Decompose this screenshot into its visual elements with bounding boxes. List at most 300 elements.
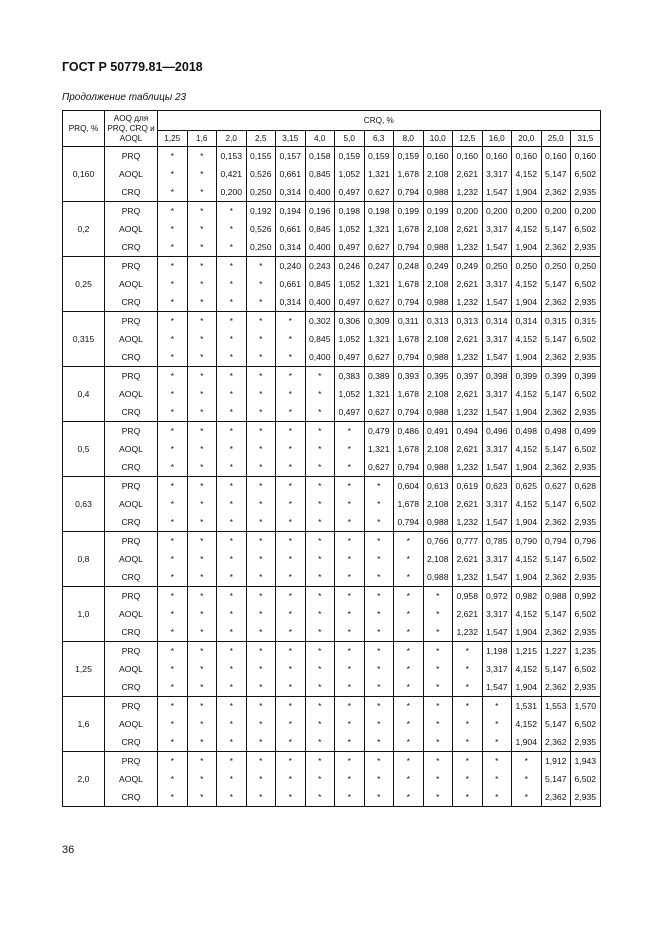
value-cell: *: [158, 403, 188, 422]
value-cell: 5,147: [541, 220, 571, 238]
value-cell: *: [364, 623, 394, 642]
table-row: [63, 513, 601, 532]
value-cell: 0,397: [453, 367, 483, 386]
value-cell: 0,192: [246, 202, 276, 221]
value-cell: *: [246, 275, 276, 293]
row-label-cell: AOQL: [105, 770, 158, 788]
value-cell: 2,621: [453, 495, 483, 513]
value-cell: *: [246, 477, 276, 496]
row-label-cell: AOQL: [105, 495, 158, 513]
value-cell: 1,232: [453, 568, 483, 587]
value-cell: *: [246, 733, 276, 752]
value-cell: 2,621: [453, 275, 483, 293]
value-cell: 3,317: [482, 165, 512, 183]
row-label-cell: CRQ: [105, 238, 158, 257]
value-cell: *: [217, 275, 247, 293]
table-row: [63, 587, 601, 606]
value-cell: 2,935: [571, 788, 601, 807]
value-cell: 0,250: [541, 257, 571, 276]
value-cell: 2,108: [423, 550, 453, 568]
value-cell: *: [217, 238, 247, 257]
value-cell: 3,317: [482, 660, 512, 678]
page-number: 36: [62, 844, 75, 856]
value-cell: *: [364, 770, 394, 788]
value-cell: *: [158, 532, 188, 551]
value-cell: *: [305, 605, 335, 623]
table-row: [63, 165, 601, 183]
table-row: [63, 348, 601, 367]
crq-column-header: 8,0: [394, 131, 424, 147]
value-cell: *: [276, 385, 306, 403]
value-cell: *: [453, 788, 483, 807]
value-cell: 0,794: [394, 348, 424, 367]
value-cell: 0,479: [364, 422, 394, 441]
value-cell: 0,313: [423, 312, 453, 331]
value-cell: *: [276, 532, 306, 551]
value-cell: *: [423, 697, 453, 716]
value-cell: *: [158, 257, 188, 276]
value-cell: *: [217, 733, 247, 752]
value-cell: 0,240: [276, 257, 306, 276]
value-cell: 5,147: [541, 275, 571, 293]
value-cell: 2,108: [423, 330, 453, 348]
value-cell: 0,777: [453, 532, 483, 551]
value-cell: 1,904: [512, 513, 542, 532]
crq-header: CRQ, %: [158, 111, 601, 131]
value-cell: *: [217, 660, 247, 678]
value-cell: *: [276, 550, 306, 568]
prq-value-cell: 0,5: [63, 422, 105, 477]
value-cell: 4,152: [512, 715, 542, 733]
value-cell: *: [335, 532, 365, 551]
row-label-cell: CRQ: [105, 458, 158, 477]
row-label-cell: PRQ: [105, 257, 158, 276]
value-cell: *: [335, 513, 365, 532]
value-cell: 0,794: [394, 293, 424, 312]
table-row: [63, 422, 601, 441]
row-label-cell: CRQ: [105, 403, 158, 422]
crq-column-header: 2,5: [246, 131, 276, 147]
value-cell: 0,794: [394, 513, 424, 532]
value-cell: *: [276, 770, 306, 788]
value-cell: *: [482, 697, 512, 716]
value-cell: 1,547: [482, 183, 512, 202]
value-cell: *: [217, 568, 247, 587]
value-cell: *: [364, 532, 394, 551]
value-cell: *: [364, 513, 394, 532]
row-label-cell: CRQ: [105, 568, 158, 587]
value-cell: *: [217, 293, 247, 312]
value-cell: *: [246, 312, 276, 331]
row-label-cell: AOQL: [105, 220, 158, 238]
value-cell: *: [217, 330, 247, 348]
value-cell: 0,845: [305, 220, 335, 238]
value-cell: *: [217, 513, 247, 532]
value-cell: *: [482, 788, 512, 807]
value-cell: *: [276, 513, 306, 532]
value-cell: *: [364, 605, 394, 623]
value-cell: 1,904: [512, 238, 542, 257]
value-cell: *: [512, 752, 542, 771]
value-cell: *: [276, 440, 306, 458]
prq-value-cell: 0,160: [63, 147, 105, 202]
value-cell: *: [187, 183, 217, 202]
value-cell: 0,494: [453, 422, 483, 441]
value-cell: *: [158, 513, 188, 532]
value-cell: 0,845: [305, 275, 335, 293]
value-cell: *: [158, 550, 188, 568]
row-label-cell: CRQ: [105, 788, 158, 807]
table-row: [63, 623, 601, 642]
value-cell: *: [158, 220, 188, 238]
value-cell: 2,362: [541, 678, 571, 697]
value-cell: *: [276, 568, 306, 587]
value-cell: *: [187, 770, 217, 788]
value-cell: 0,661: [276, 275, 306, 293]
value-cell: 5,147: [541, 440, 571, 458]
value-cell: 1,052: [335, 330, 365, 348]
crq-column-header: 25,0: [541, 131, 571, 147]
value-cell: *: [158, 495, 188, 513]
value-cell: *: [187, 715, 217, 733]
document-header: ГОСТ Р 50779.81—2018: [62, 60, 203, 74]
value-cell: 2,362: [541, 513, 571, 532]
value-cell: 0,314: [512, 312, 542, 331]
value-cell: 2,362: [541, 733, 571, 752]
value-cell: *: [394, 715, 424, 733]
value-cell: *: [246, 257, 276, 276]
value-cell: 0,988: [423, 568, 453, 587]
value-cell: 1,232: [453, 403, 483, 422]
value-cell: *: [217, 532, 247, 551]
value-cell: *: [158, 678, 188, 697]
value-cell: *: [246, 403, 276, 422]
value-cell: 0,794: [394, 403, 424, 422]
value-cell: *: [217, 715, 247, 733]
value-cell: 6,502: [571, 440, 601, 458]
row-label-cell: CRQ: [105, 348, 158, 367]
value-cell: 2,362: [541, 238, 571, 257]
data-table: [62, 110, 601, 807]
value-cell: 5,147: [541, 495, 571, 513]
value-cell: *: [187, 660, 217, 678]
value-cell: 1,570: [571, 697, 601, 716]
value-cell: *: [394, 532, 424, 551]
value-cell: *: [276, 348, 306, 367]
aoq-header: AOQ для PRQ, CRQ и AOQL: [105, 111, 158, 147]
value-cell: 4,152: [512, 275, 542, 293]
value-cell: 0,250: [246, 183, 276, 202]
value-cell: *: [246, 293, 276, 312]
value-cell: *: [453, 660, 483, 678]
value-cell: *: [187, 568, 217, 587]
value-cell: *: [305, 422, 335, 441]
value-cell: 6,502: [571, 715, 601, 733]
value-cell: 5,147: [541, 550, 571, 568]
prq-value-cell: 0,315: [63, 312, 105, 367]
value-cell: *: [335, 678, 365, 697]
value-cell: *: [335, 642, 365, 661]
table-row: [63, 477, 601, 496]
value-cell: *: [482, 770, 512, 788]
value-cell: 1,547: [482, 403, 512, 422]
value-cell: 2,621: [453, 165, 483, 183]
value-cell: *: [305, 458, 335, 477]
value-cell: *: [158, 623, 188, 642]
value-cell: 2,362: [541, 623, 571, 642]
table-row: [63, 788, 601, 807]
value-cell: *: [158, 348, 188, 367]
value-cell: 3,317: [482, 330, 512, 348]
value-cell: 1,215: [512, 642, 542, 661]
value-cell: 4,152: [512, 605, 542, 623]
value-cell: 1,232: [453, 623, 483, 642]
table-row: [63, 678, 601, 697]
value-cell: *: [364, 660, 394, 678]
value-cell: *: [276, 422, 306, 441]
value-cell: 2,621: [453, 220, 483, 238]
value-cell: 0,399: [571, 367, 601, 386]
value-cell: *: [187, 733, 217, 752]
value-cell: 2,621: [453, 605, 483, 623]
value-cell: 0,160: [423, 147, 453, 166]
prq-value-cell: 0,4: [63, 367, 105, 422]
value-cell: 2,935: [571, 458, 601, 477]
value-cell: *: [217, 367, 247, 386]
value-cell: *: [187, 752, 217, 771]
value-cell: 0,497: [335, 403, 365, 422]
prq-value-cell: 1,0: [63, 587, 105, 642]
value-cell: 0,845: [305, 165, 335, 183]
value-cell: *: [246, 495, 276, 513]
value-cell: *: [335, 715, 365, 733]
value-cell: 0,314: [276, 293, 306, 312]
value-cell: *: [423, 587, 453, 606]
value-cell: 0,499: [571, 422, 601, 441]
row-label-cell: PRQ: [105, 642, 158, 661]
row-label-cell: AOQL: [105, 275, 158, 293]
value-cell: 0,613: [423, 477, 453, 496]
value-cell: *: [246, 788, 276, 807]
value-cell: *: [187, 532, 217, 551]
value-cell: *: [335, 733, 365, 752]
value-cell: 0,194: [276, 202, 306, 221]
crq-column-header: 31,5: [571, 131, 601, 147]
value-cell: *: [276, 788, 306, 807]
crq-column-header: 20,0: [512, 131, 542, 147]
value-cell: 0,249: [453, 257, 483, 276]
value-cell: *: [246, 623, 276, 642]
value-cell: *: [335, 458, 365, 477]
value-cell: *: [158, 238, 188, 257]
value-cell: 1,678: [394, 385, 424, 403]
table-row: [63, 202, 601, 221]
value-cell: 6,502: [571, 165, 601, 183]
value-cell: *: [246, 385, 276, 403]
value-cell: *: [158, 202, 188, 221]
value-cell: *: [394, 678, 424, 697]
value-cell: 0,199: [423, 202, 453, 221]
prq-header: PRQ, %: [63, 111, 105, 147]
value-cell: 2,621: [453, 550, 483, 568]
table-row: [63, 293, 601, 312]
value-cell: 6,502: [571, 385, 601, 403]
value-cell: *: [246, 770, 276, 788]
value-cell: 0,153: [217, 147, 247, 166]
value-cell: 4,152: [512, 440, 542, 458]
value-cell: 0,497: [335, 348, 365, 367]
value-cell: *: [217, 623, 247, 642]
value-cell: 0,246: [335, 257, 365, 276]
value-cell: *: [364, 752, 394, 771]
value-cell: *: [246, 605, 276, 623]
table-row: [63, 568, 601, 587]
row-label-cell: AOQL: [105, 385, 158, 403]
value-cell: 0,398: [482, 367, 512, 386]
value-cell: *: [423, 623, 453, 642]
value-cell: 0,309: [364, 312, 394, 331]
value-cell: *: [335, 770, 365, 788]
table-row: [63, 257, 601, 276]
value-cell: 1,321: [364, 220, 394, 238]
value-cell: 0,399: [512, 367, 542, 386]
value-cell: 0,661: [276, 165, 306, 183]
value-cell: 1,052: [335, 385, 365, 403]
value-cell: 1,547: [482, 678, 512, 697]
value-cell: *: [423, 752, 453, 771]
value-cell: 2,935: [571, 678, 601, 697]
value-cell: *: [217, 587, 247, 606]
value-cell: *: [158, 477, 188, 496]
value-cell: *: [187, 587, 217, 606]
value-cell: 0,497: [335, 183, 365, 202]
value-cell: *: [217, 752, 247, 771]
value-cell: *: [246, 422, 276, 441]
value-cell: 3,317: [482, 220, 512, 238]
value-cell: *: [453, 770, 483, 788]
table-row: [63, 495, 601, 513]
value-cell: 1,321: [364, 165, 394, 183]
value-cell: *: [305, 715, 335, 733]
value-cell: 6,502: [571, 220, 601, 238]
row-label-cell: AOQL: [105, 440, 158, 458]
value-cell: *: [217, 477, 247, 496]
value-cell: 0,314: [276, 238, 306, 257]
value-cell: 1,232: [453, 183, 483, 202]
value-cell: *: [187, 330, 217, 348]
prq-value-cell: 1,6: [63, 697, 105, 752]
value-cell: *: [394, 733, 424, 752]
table-row: [63, 147, 601, 166]
value-cell: *: [512, 770, 542, 788]
value-cell: *: [246, 715, 276, 733]
value-cell: *: [246, 458, 276, 477]
value-cell: 2,935: [571, 293, 601, 312]
value-cell: 1,052: [335, 165, 365, 183]
value-cell: *: [364, 678, 394, 697]
row-label-cell: CRQ: [105, 733, 158, 752]
value-cell: *: [305, 623, 335, 642]
value-cell: 1,912: [541, 752, 571, 771]
value-cell: *: [482, 752, 512, 771]
value-cell: 0,399: [541, 367, 571, 386]
row-label-cell: PRQ: [105, 367, 158, 386]
table-row: [63, 550, 601, 568]
value-cell: 0,988: [423, 403, 453, 422]
value-cell: 0,159: [335, 147, 365, 166]
row-label-cell: AOQL: [105, 550, 158, 568]
value-cell: 1,321: [364, 330, 394, 348]
value-cell: 1,904: [512, 403, 542, 422]
value-cell: *: [158, 385, 188, 403]
value-cell: 0,395: [423, 367, 453, 386]
value-cell: *: [187, 513, 217, 532]
value-cell: 0,794: [541, 532, 571, 551]
row-label-cell: PRQ: [105, 312, 158, 331]
prq-value-cell: 2,0: [63, 752, 105, 807]
table-row: [63, 770, 601, 788]
value-cell: 0,988: [423, 183, 453, 202]
value-cell: *: [217, 312, 247, 331]
value-cell: *: [217, 788, 247, 807]
value-cell: *: [187, 605, 217, 623]
value-cell: *: [158, 422, 188, 441]
value-cell: 4,152: [512, 385, 542, 403]
value-cell: 6,502: [571, 275, 601, 293]
value-cell: 2,935: [571, 513, 601, 532]
value-cell: 0,248: [394, 257, 424, 276]
row-label-cell: PRQ: [105, 532, 158, 551]
value-cell: 0,988: [423, 348, 453, 367]
value-cell: *: [305, 403, 335, 422]
value-cell: *: [158, 697, 188, 716]
value-cell: 0,393: [394, 367, 424, 386]
value-cell: 1,321: [364, 440, 394, 458]
value-cell: *: [187, 495, 217, 513]
value-cell: *: [217, 770, 247, 788]
value-cell: *: [276, 458, 306, 477]
value-cell: 6,502: [571, 550, 601, 568]
value-cell: *: [187, 642, 217, 661]
value-cell: *: [187, 623, 217, 642]
value-cell: *: [187, 275, 217, 293]
value-cell: 6,502: [571, 330, 601, 348]
value-cell: 0,623: [482, 477, 512, 496]
value-cell: *: [158, 147, 188, 166]
value-cell: *: [276, 660, 306, 678]
value-cell: *: [394, 623, 424, 642]
value-cell: 0,200: [482, 202, 512, 221]
value-cell: *: [158, 605, 188, 623]
value-cell: 0,302: [305, 312, 335, 331]
value-cell: 0,497: [335, 238, 365, 257]
row-label-cell: PRQ: [105, 697, 158, 716]
value-cell: 1,678: [394, 495, 424, 513]
value-cell: 1,678: [394, 220, 424, 238]
value-cell: *: [187, 697, 217, 716]
value-cell: *: [364, 568, 394, 587]
value-cell: 2,108: [423, 220, 453, 238]
value-cell: *: [217, 422, 247, 441]
value-cell: *: [246, 532, 276, 551]
value-cell: 1,232: [453, 348, 483, 367]
row-label-cell: PRQ: [105, 422, 158, 441]
value-cell: *: [217, 605, 247, 623]
value-cell: *: [187, 788, 217, 807]
value-cell: 2,362: [541, 568, 571, 587]
value-cell: 0,766: [423, 532, 453, 551]
value-cell: 2,935: [571, 623, 601, 642]
